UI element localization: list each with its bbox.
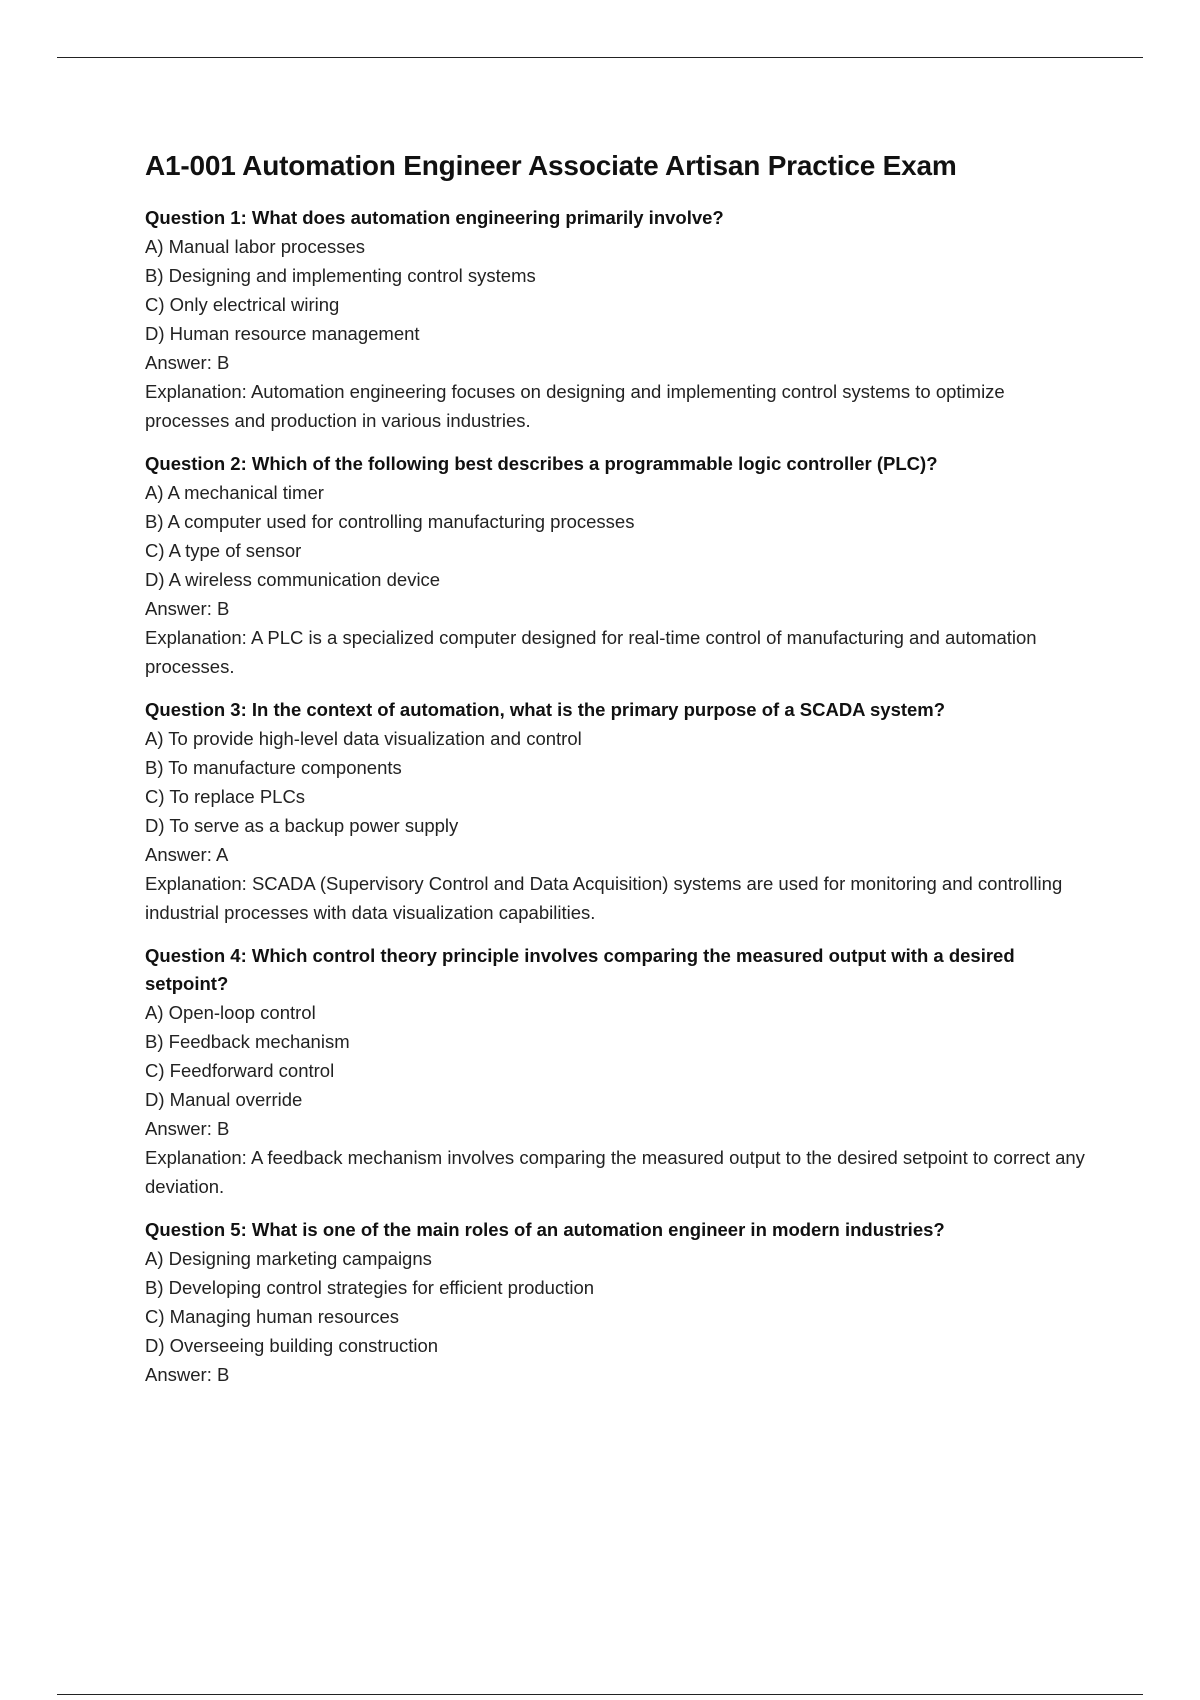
page-title: A1-001 Automation Engineer Associate Artisan Practice Exam [145,150,957,181]
answer-line: Answer: B [145,598,230,619]
question-text: Question 5: What is one of the main roles of an automation engineer in modern industries? [145,1219,945,1240]
option-d: D) To serve as a backup power supply [145,815,459,836]
option-a: A) Manual labor processes [145,236,366,257]
option-a: A) Designing marketing campaigns [145,1248,432,1269]
option-a: A) To provide high-level data visualization and control [145,728,582,749]
question-block-1 [145,204,1090,435]
answer-line: Answer: B [145,1118,230,1139]
option-b: B) Feedback mechanism [145,1031,350,1052]
question-block-2 [145,450,1090,681]
option-d: D) Overseeing building construction [145,1335,439,1356]
option-c: C) Only electrical wiring [145,294,340,315]
explanation-text: Explanation: A feedback mechanism involves comparing the measured output to the desired setpoint to correct any deviation. [145,1147,1085,1197]
answer-line: Answer: A [145,844,229,865]
answer-line: Answer: B [145,352,230,373]
option-c: C) To replace PLCs [145,786,306,807]
option-b: B) To manufacture components [145,757,402,778]
question-text: Question 4: Which control theory principle involves comparing the measured output with a desired setpoint? [145,945,1015,994]
question-block-5 [145,1216,1090,1389]
answer-line: Answer: B [145,1364,230,1385]
question-text: Question 1: What does automation engineering primarily involve? [145,207,724,228]
option-a: A) A mechanical timer [145,482,324,503]
option-c: C) Managing human resources [145,1306,399,1327]
option-a: A) Open-loop control [145,1002,316,1023]
explanation-text: Explanation: A PLC is a specialized computer designed for real-time control of manufacturing and automation processes. [145,627,1037,677]
question-block-4 [145,942,1090,1201]
option-d: D) Human resource management [145,323,420,344]
top-rule [57,57,1143,58]
question-block-3 [145,696,1090,927]
option-b: B) Designing and implementing control systems [145,265,536,286]
option-c: C) Feedforward control [145,1060,335,1081]
question-text: Question 2: Which of the following best describes a programmable logic controller (PLC)? [145,453,938,474]
explanation-text: Explanation: SCADA (Supervisory Control and Data Acquisition) systems are used for monitoring and controlling industrial processes with data visualization capabilities. [145,873,1063,923]
question-text: Question 3: In the context of automation, what is the primary purpose of a SCADA system? [145,699,946,720]
option-b: B) A computer used for controlling manufacturing processes [145,511,635,532]
option-c: C) A type of sensor [145,540,302,561]
option-d: D) Manual override [145,1089,303,1110]
option-d: D) A wireless communication device [145,569,441,590]
explanation-text: Explanation: Automation engineering focuses on designing and implementing control systems to optimize processes and production in various industries. [145,381,1005,431]
document-body [145,148,1090,1404]
option-b: B) Developing control strategies for efficient production [145,1277,595,1298]
bottom-rule [57,1694,1143,1695]
